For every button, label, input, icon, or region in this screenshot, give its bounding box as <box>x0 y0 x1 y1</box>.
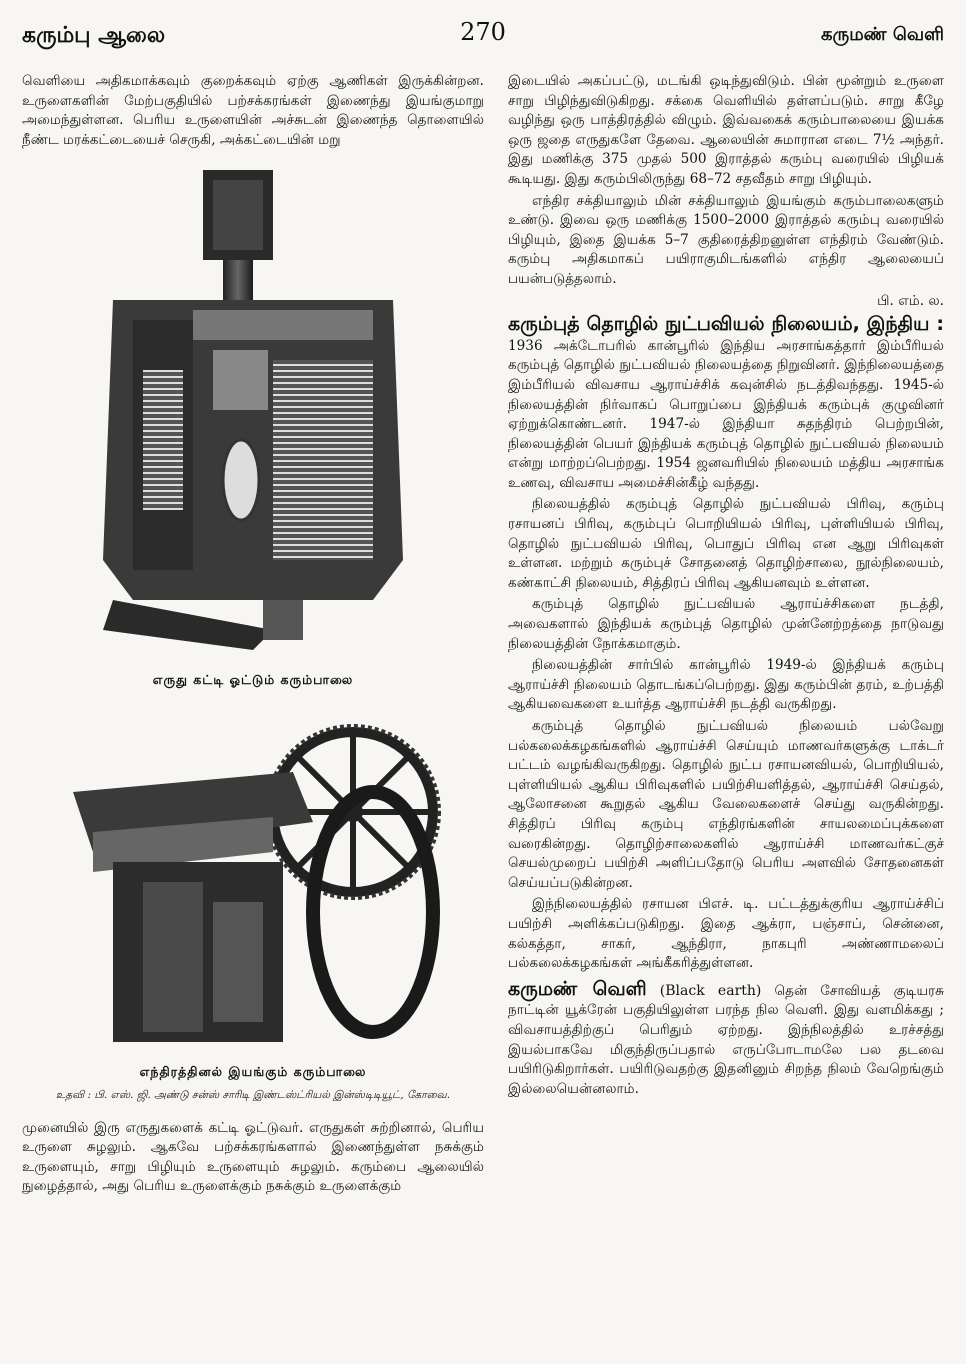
entry1-paragraph2: நிலையத்தில் கரும்புத் தொழில் நுட்பவியல் பிரிவு, கரும்பு ரசாயனப் பிரிவு, கரும்புப் பொறியியல் பிரிவு, புள்ளியியல் பிரிவு, தொழில் நுட்பவியல் பிரிவு, பொதுப் பிரிவு என ஆறு பிரிவுகள் உள்ளன. மற்றும் கரும்புச் சோதனைத் தொழிற்சாலை, நூல்நிலையம், கண்காட்சி நிலையம், சித்திரப் பிரிவு ஆகியனவும் உள்ளன. <box>508 496 944 591</box>
figure2-caption: எந்திரத்தினல் இயங்கும் கரும்பாலை <box>139 1063 367 1079</box>
power-mill-paragraph: எந்திர சக்தியாலும் மின் சக்தியாலும் இயங்கும் கரும்பாலைகளும் உண்டு. இவை ஒரு மணிக்கு 1500–2000 இராத்தல் கரும்பு வரையில் பிழியும், இதை இயக்க 5–7 குதிரைத்திறனுள்ள எந்திரம் வேண்டும். கரும்பு அதிகமாகப் பயிராகுமிடங்களில் எந்திர ஆலையைப் பயன்படுத்தலாம். <box>508 192 944 287</box>
entry1-paragraph3: கரும்புத் தொழில் நுட்பவியல் ஆராய்ச்சிகளை நடத்தி, அவைகளால் இந்தியக் கரும்புத் தொழில் முன்னேற்றத்தை நாடுவது நிலையத்தின் நோக்கமாகும். <box>508 596 944 652</box>
entry1-title: கரும்புத் தொழில் நுட்பவியல் நிலையம், இந்திய : <box>508 313 944 336</box>
bullock-mill-illustration <box>73 160 433 660</box>
right-column <box>508 72 944 1101</box>
figure-bullock-mill <box>22 160 484 690</box>
entry1-paragraph6: இந்நிலையத்தில் ரசாயன பிஎச். டி. பட்டத்துக்குரிய ஆராய்ச்சிப் பயிற்சி அளிக்கப்படுகிறது. இதை ஆக்ரா, பஞ்சாப், சென்னை, கல்கத்தா, சாகர், ஆந்திரா, நாகபுரி அண்ணாமலைப் பல்கலைக்கழகங்கள் அங்கீகரித்துள்ளன. <box>508 896 944 972</box>
mill-description-paragraph: இடையில் அகப்பட்டு, மடங்கி ஒடிந்துவிடும். பின் மூன்றும் உருளை சாறு பிழிந்துவிடுகிறது. சக்கை வெளியில் தள்ளப்படும். சாறு கீழே வழிந்து ஒரு பாத்திரத்தில் விழும். இவ்வகைக் கரும்பாலையை இயக்க ஒரு ஜதை எருதுகளே தேவை. ஆலையின் சுமாரான எடை 7½ அந்தர். இது மணிக்கு 375 முதல் 500 இராத்தல் கரும்பு வரையில் பிழியக் கூடியது. இது கரும்பிலிருந்து 68–72 சதவீதம் சாறு பிழியும். <box>508 73 944 187</box>
page-number: 270 <box>460 18 506 46</box>
entry2-title: கருமண் வெளி <box>508 977 647 1000</box>
left-column <box>22 72 484 1199</box>
entry-sugarcane-institute <box>508 315 944 493</box>
entry1-paragraph4: நிலையத்தின் சார்பில் கான்பூரில் 1949-ல் இந்தியக் கரும்பு ஆராய்ச்சி நிலையம் தொடங்கப்பெற்றது. இது கரும்பின் தரம், உற்பத்தி ஆகியவைகளை உயர்த்த ஆராய்ச்சி நடத்தி வருகிறது. <box>508 657 944 713</box>
entry2-text: தென் சோவியத் குடியரசு நாட்டின் யூக்ரேன் பகுதியிலுள்ள பரந்த நில வெளி. இது வளமிக்கது ; விவசாயத்திற்குப் பெரிதும் ஏற்றது. இந்நிலத்தில் உரச்சத்து இயல்பாகவே மிகுந்திருப்பதால் எருப்போடாமலே பல தடவை பயிரிடுகிறார்கள். பயிரிடுவதற்கு இதனினும் சிறந்த நிலம் வேறெங்கும் இல்லையென்னலாம். <box>508 982 945 1097</box>
running-head-left: கரும்பு ஆலை <box>22 22 166 48</box>
author-signature: பி. எம். ல. <box>877 292 944 309</box>
running-head-right: கருமண் வெளி <box>821 24 944 45</box>
power-mill-illustration <box>53 712 453 1052</box>
figure-power-mill <box>22 712 484 1103</box>
figure1-caption: எருது கட்டி ஓட்டும் கரும்பாலை <box>152 672 354 688</box>
entry1-paragraph1: 1936 அக்டோபரில் கான்பூரில் இந்திய அரசாங்கத்தார் இம்பீரியல் கரும்புத் தொழில் நுட்பவியல் நிலையத்தை நிறுவினர். இந்நிலையத்தை இம்பீரியல் விவசாய ஆராய்ச்சிக் கவுன்சில் நடத்திவந்தது. 1945-ல் நிலையத்தின் நிர்வாகப் பொறுப்பை இந்தியக் கரும்புக் குழுவினர் ஏற்றுக்கொண்டனர். 1947-ல் இந்தியா சுதந்திரம் பெற்றபின், நிலையத்தின் பெயர் இந்தியக் கரும்புத் தொழில் நுட்பவியல் நிலையம் என்று மாற்றப்பெற்றது. 1954 ஜனவரியில் நிலையம் மத்திய அரசாங்க உணவு, விவசாய அமைச்சின்கீழ் வந்தது. <box>508 337 944 491</box>
left-closing-paragraph: முனையில் இரு எருதுகளைக் கட்டி ஓட்டுவர். எருதுகள் சுற்றினால், பெரிய உருளை சுழலும். ஆகவே பற்சக்கரங்களால் இணைந்துள்ள நசுக்கும் உருளையும், சாறு பிழியும் உருளையும் சுழலும். கரும்பை ஆலையில் நுழைத்தால், அது பெரிய உருளைக்கும் நசுக்கும் உருளைக்கும் <box>22 1119 484 1195</box>
entry-black-earth <box>508 977 945 1100</box>
entry1-paragraph5: கரும்புத் தொழில் நுட்பவியல் நிலையம் பல்வேறு பல்கலைக்கழகங்களில் ஆராய்ச்சி செய்யும் மாணவர்களுக்கு டாக்டர் பட்டம் வழங்கிவருகிறது. தொழில் நுட்ப ரசாயனவியல், பொறியியல், புள்ளியியல் ஆகிய பிரிவுகளில் பயிற்சியளித்தல், ஆராய்ச்சி செய்தல், ஆலோசனை கூறுதல் ஆகிய வேலைகளைச் செய்து வருகின்றது. சித்திரப் பிரிவு கரும்பு எந்திரங்களின் சாயலமைப்புக்களை வரைகின்றது. தொழிற்சாலைகளில் ஆராய்ச்சி மாணவர்கட்குச் செயல்முறைப் பயிற்சி அளிப்பதோடு பெரிய அளவில் சோதனைகள் செய்யப்படுகின்றன. <box>508 718 944 891</box>
figure2-credit: உதவி : பி. எஸ். ஜி. அண்டு சன்ஸ் சாரிடி இண்டஸ்ட்ரியல் இன்ஸ்டிடியூட், கோவை. <box>55 1088 451 1101</box>
left-intro-paragraph: வெளியை அதிகமாக்கவும் குறைக்கவும் ஏற்கு ஆணிகள் இருக்கின்றன. உருளைகளின் மேற்பகுதியில் பற்சக்கரங்கள் இணைந்து இயங்குமாறு அமைந்துள்ளன. பெரிய உருளையின் அச்சுடன் இணைந்த தொளையில் நீண்ட மரக்கட்டையைச் செருகி, அக்கட்டையின் மறு <box>22 73 484 148</box>
page-header <box>22 18 944 58</box>
entry2-latin-name: (Black earth) <box>659 982 762 999</box>
